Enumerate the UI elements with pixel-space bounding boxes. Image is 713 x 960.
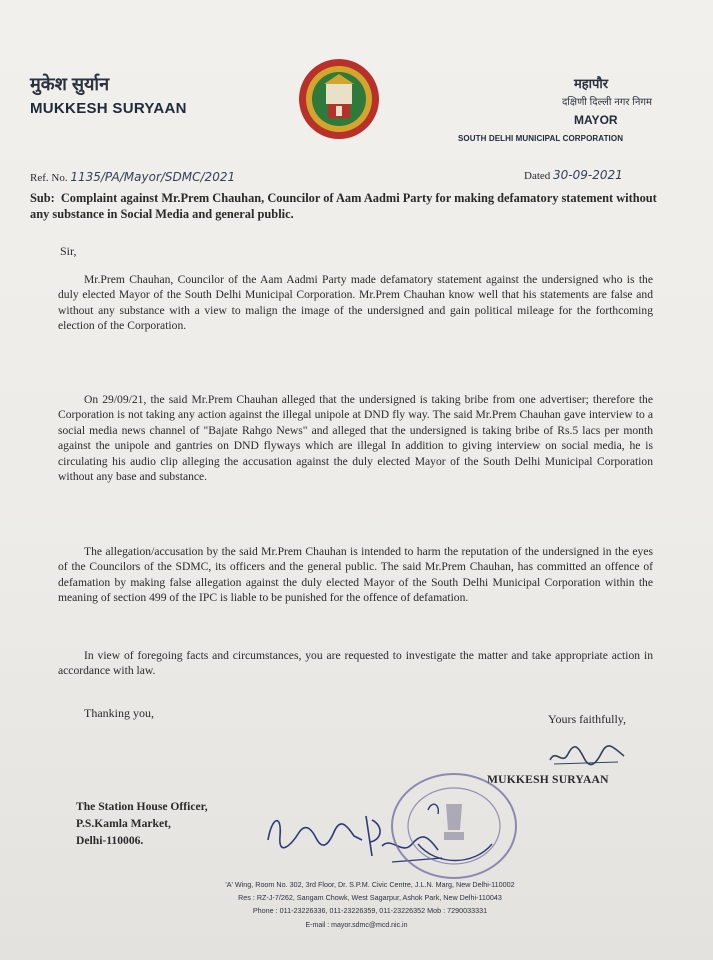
thanks: Thanking you, xyxy=(84,706,154,720)
body-paragraph-1: Mr.Prem Chauhan, Councilor of the Aam Aadmi Party made defamatory statement against the undersigned who is the duly elected Mayor of the South Delhi Municipal Corporation. Mr.Prem Chauhan know well that his statements are false and without any substance with a view to malign the image of the undersigned and gain political mileage for the forthcoming election of the Corporation. xyxy=(58,273,653,333)
salutation: Sir, xyxy=(60,244,77,258)
footer-phone: Phone : 011-23226336, 011-23226359, 011-23226352 Mob : 7290033331 xyxy=(252,906,488,915)
footer-address-office: 'A' Wing, Room No. 302, 3rd Floor, Dr. S.P.M. Civic Centre, J.L.N. Marg, New Delhi-110002 xyxy=(225,880,515,889)
footer-address-residence: Res : RZ-J-7/262, Sangam Chowk, West Sagarpur, Ashok Park, New Delhi-110043 xyxy=(238,893,502,902)
body-paragraph-2: On 29/09/21, the said Mr.Prem Chauhan alleged that the undersigned is taking bribe from one advertiser; therefore the Corporation is not taking any action against the illegal unipole at DND fly way. The said Mr.Prem Chauhan gave interview to a social media news channel of "Bajate Rahgo News" and alleged that the undersigned is taking bribe of Rs.5 lacs per month against the unipole and gantries on DND flyways which are illegal In addition to giving interview on social media, he is circulating his audio clip alleging the accusation against the duly elected Mayor of the South Delhi Municipal Corporation without any base and substance. xyxy=(58,393,653,484)
body-paragraph-4: In view of foregoing facts and circumstances, you are requested to investigate the matter and take appropriate action in accordance with law. xyxy=(58,649,653,678)
subject-label: Sub: xyxy=(30,191,55,205)
ref-label: Ref. No. xyxy=(30,172,68,184)
ref-value: 1135/PA/Mayor/SDMC/2021 xyxy=(70,170,236,184)
dated-label: Dated xyxy=(524,170,551,182)
subject-text: Complaint against Mr.Prem Chauhan, Councilor of Aam Aadmi Party for making defamatory statement without any substance in Social Media and general public. xyxy=(30,191,657,221)
sdmc-emblem-icon xyxy=(296,54,382,144)
signature-icon xyxy=(544,738,630,770)
title-hindi: महापौर xyxy=(574,76,609,91)
signatory-name: MUKKESH SURYAAN xyxy=(487,773,609,786)
footer-email: E-mail : mayor.sdmc@mcd.nic.in xyxy=(305,922,408,929)
corporation-hindi: दक्षिणी दिल्ली नगर निगम xyxy=(562,97,653,108)
name-hindi: मुकेश सुर्यान xyxy=(30,74,110,94)
addressee-line-2: P.S.Kamla Market, xyxy=(76,817,171,830)
reference-number xyxy=(30,170,235,184)
yours-faithfully: Yours faithfully, xyxy=(548,712,627,726)
addressee-line-1: The Station House Officer, xyxy=(76,800,208,813)
body-paragraph-3: The allegation/accusation by the said Mr.Prem Chauhan is intended to harm the reputation of the undersigned in the eyes of the Councilors of the SDMC, its officers and the general public. The said Mr.Prem Chauhan, has committed an offence of defamation by making false allegation against the duly elected Mayor of the South Delhi Municipal Corporation within the meaning of section 499 of the IPC is liable to be punished for the offence of defamation. xyxy=(58,545,653,605)
name-english: MUKKESH SURYAAN xyxy=(30,100,187,117)
title-english: MAYOR xyxy=(574,113,618,127)
corporation-english: SOUTH DELHI MUNICIPAL CORPORATION xyxy=(458,134,624,143)
addressee-line-3: Delhi-110006. xyxy=(76,834,144,847)
dated-value: 30-09-2021 xyxy=(553,168,623,182)
date-line xyxy=(524,168,623,182)
subject xyxy=(30,190,670,222)
police-stamp-icon xyxy=(388,770,520,882)
